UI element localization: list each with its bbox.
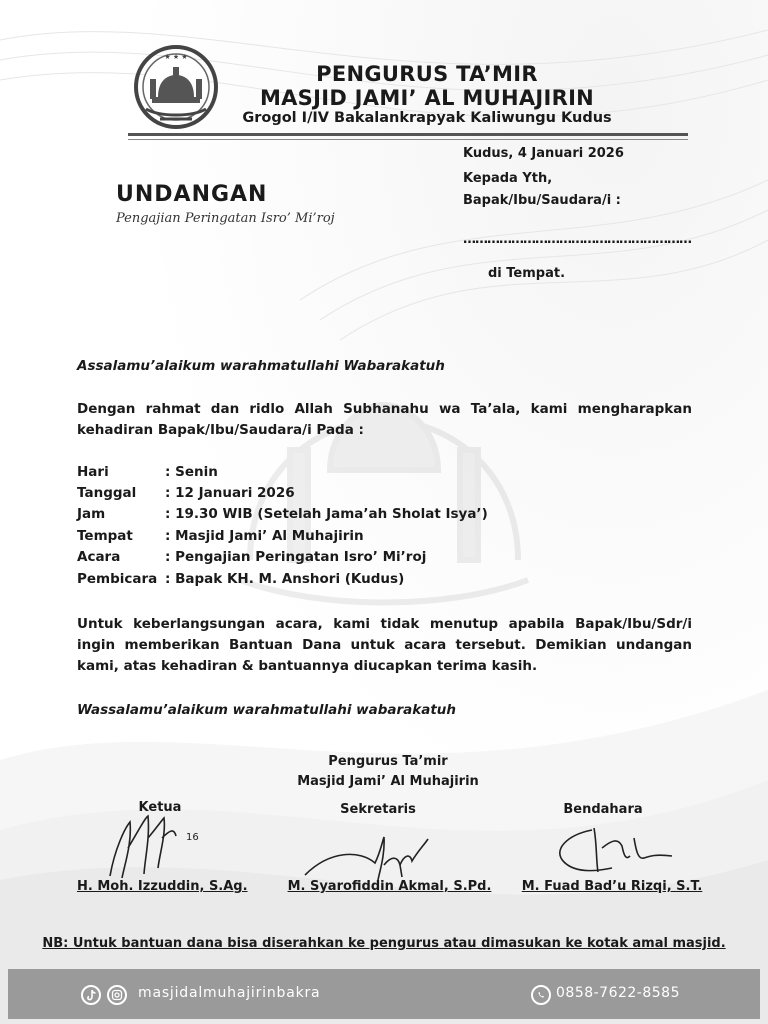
org-address: Grogol I/IV Bakalankrapyak Kaliwungu Kudus [242,110,612,126]
detail-value: : Bapak KH. M. Anshori (Kudus) [165,571,405,587]
detail-value: : Pengajian Peringatan Isro’ Mi’roj [165,549,427,565]
closing-greeting: Wassalamu’alaikum warahmatullahi wabarakatuh [77,702,457,718]
detail-value: : 12 Januari 2026 [165,485,295,501]
recipient-blank-line: ………………………………………………… [463,232,691,247]
closing-paragraph: Untuk keberlangsungan acara, kami tidak menutup apabila Bapak/Ibu/Sdr/i ingin memberikan Bantuan Dana untuk acara tersebut. Demikian undangan kami, atas kehadiran & bantuannya diucapkan terima kasih. [77,616,692,674]
document-subtitle: Pengajian Peringatan Isro’ Mi’roj [116,211,335,226]
detail-label: Pembicara [77,571,158,587]
detail-row-tanggal [77,485,577,506]
detail-row-pembicara [77,571,577,592]
detail-row-tempat [77,528,577,549]
detail-label: Acara [77,549,121,565]
opening-greeting: Assalamu’alaikum warahmatullahi Wabarakatuh [77,358,445,374]
signer-role-ketua: Ketua [138,800,182,815]
document-title: UNDANGAN [116,182,268,207]
svg-text:★ ★ ★: ★ ★ ★ [164,53,188,61]
signer-name-ketua: H. Moh. Izzuddin, S.Ag. [77,879,248,894]
signer-name-sekretaris: M. Syarofiddin Akmal, S.Pd. [287,879,492,894]
signature-bendahara [552,820,682,880]
signature-org-line1: Pengurus Ta’mir [328,754,448,769]
signature-sekretaris [300,825,450,885]
recipient-addressee: Bapak/Ibu/Saudara/i : [463,193,621,208]
signer-role-sekretaris: Sekretaris [340,802,416,817]
detail-row-jam [77,506,577,527]
detail-label: Jam [77,506,106,522]
contact-phone[interactable]: 0858-7622-8585 [556,985,680,1001]
header-rule-thin [128,139,688,140]
detail-label: Hari [77,464,109,480]
letter-date: Kudus, 4 Januari 2026 [463,146,624,161]
detail-row-acara [77,549,577,570]
signature-org-line2: Masjid Jami’ Al Muhajirin [297,774,479,789]
signature-ketua [100,808,210,883]
detail-label: Tempat [77,528,133,544]
org-title-line1: PENGURUS TA’MIR [316,62,538,86]
donation-note: NB: Untuk bantuan dana bisa diserahkan ke pengurus atau dimasukan ke kotak amal masjid. [42,936,726,951]
header-rule [128,133,688,136]
recipient-salutation: Kepada Yth, [463,171,553,186]
social-handle[interactable]: masjidalmuhajirinbakra [138,985,321,1001]
detail-value: : Masjid Jami’ Al Muhajirin [165,528,364,544]
whatsapp-icon[interactable] [531,985,551,1005]
org-title-line2: MASJID JAMI’ AL MUHAJIRIN [259,86,595,110]
instagram-icon[interactable] [107,985,127,1005]
tiktok-icon[interactable] [81,985,101,1005]
signer-role-bendahara: Bendahara [563,802,643,817]
signer-name-bendahara: M. Fuad Bad’u Rizqi, S.T. [521,879,703,894]
detail-value: : 19.30 WIB (Setelah Jama’ah Sholat Isya’) [165,506,488,522]
intro-paragraph: Dengan rahmat dan ridlo Allah Subhanahu wa Ta’ala, kami mengharapkan kehadiran Bapak/Ibu/Saudara/i Pada : [77,401,692,438]
svg-text:16: 16 [186,832,199,843]
detail-label: Tanggal [77,485,137,501]
mosque-logo-icon [130,45,222,130]
recipient-place: di Tempat. [488,266,566,281]
detail-value: : Senin [165,464,218,480]
detail-row-hari [77,464,577,485]
